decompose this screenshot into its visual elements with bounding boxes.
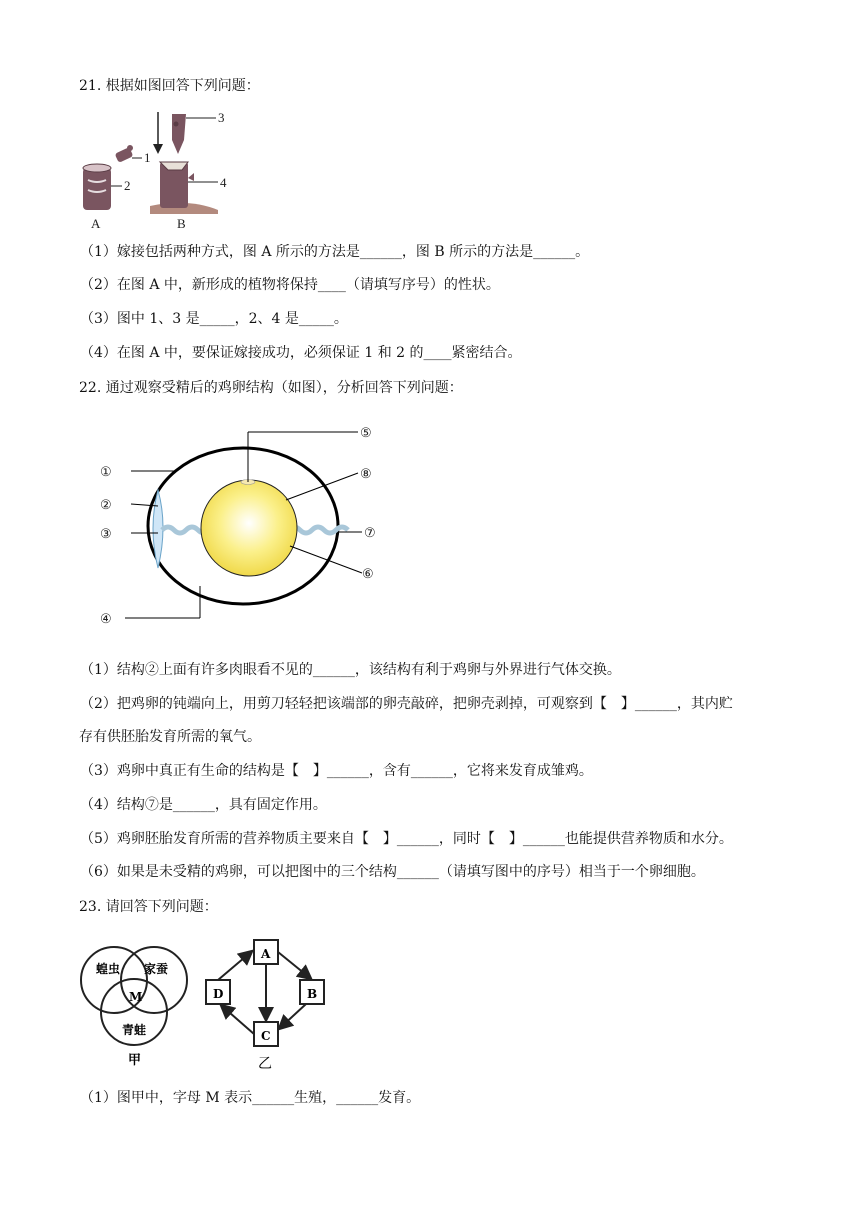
label-circle-1: ① xyxy=(100,464,112,479)
q22-item-2: （2）把鸡卵的钝端向上，用剪刀轻轻把该端部的卵壳敲碎，把卵壳剥掉，可观察到【 】______，其内贮 xyxy=(80,696,733,712)
q21-heading: 21. 根据如图回答下列问题： xyxy=(79,78,260,94)
graft-b-scion xyxy=(172,114,186,154)
venn-silkworm: 家蚕 xyxy=(144,962,169,976)
q21-item-1: （1）嫁接包括两种方式，图 A 所示的方法是______，图 B 所示的方法是______。 xyxy=(80,244,590,260)
caption-a: A xyxy=(91,216,101,231)
label-circle-5: ⑤ xyxy=(360,425,372,440)
q22-item-5: （5）鸡卵胚胎发育所需的营养物质主要来自【 】______，同时【 】______也能提供营养物质和水分。 xyxy=(80,831,733,847)
venn-frog: 青蛙 xyxy=(122,1023,147,1037)
q21-item-4: （4）在图 A 中，要保证嫁接成功，必须保证 1 和 2 的____紧密结合。 xyxy=(80,345,522,361)
graft-b-stock xyxy=(150,162,218,214)
venn-locust: 蝗虫 xyxy=(96,962,121,976)
venn-center-m: M xyxy=(129,990,143,1004)
yolk xyxy=(201,480,297,576)
q22-item-1: （1）结构②上面有许多肉眼看不见的______，该结构有利于鸡卵与外界进行气体交换。 xyxy=(80,662,621,678)
label-circle-6: ⑥ xyxy=(362,566,374,581)
venn-caption: 甲 xyxy=(128,1053,142,1068)
q21-item-2: （2）在图 A 中，新形成的植物将保持____（请填写序号）的性状。 xyxy=(80,277,500,293)
node-c: C xyxy=(261,1029,271,1043)
label-circle-3: ③ xyxy=(100,526,112,541)
q21-item-3: （3）图中 1、3 是_____，2、4 是_____。 xyxy=(80,311,348,327)
venn-diagram xyxy=(78,938,190,1070)
label-circle-7: ⑦ xyxy=(364,525,376,540)
node-b: B xyxy=(307,987,318,1001)
label-3: 3 xyxy=(218,110,225,125)
label-circle-2: ② xyxy=(100,497,112,512)
q23-item-1: （1）图甲中，字母 M 表示______生殖，______发育。 xyxy=(80,1090,421,1106)
cycle-caption: 乙 xyxy=(258,1056,272,1072)
grafting-figure xyxy=(78,110,248,232)
q22-item-2-cont: 存有供胚胎发育所需的氧气。 xyxy=(79,729,261,745)
q22-item-6: （6）如果是未受精的鸡卵，可以把图中的三个结构______（请填写图中的序号）相当于一个卵细胞。 xyxy=(80,864,705,880)
label-1: 1 xyxy=(144,150,151,165)
node-d: D xyxy=(213,987,224,1001)
node-a: A xyxy=(261,947,271,961)
label-4: 4 xyxy=(220,175,227,190)
down-arrow xyxy=(153,112,163,154)
caption-b: B xyxy=(177,216,186,231)
label-2: 2 xyxy=(124,178,131,193)
q22-item-4: （4）结构⑦是______，具有固定作用。 xyxy=(80,797,327,813)
graft-a-stock xyxy=(83,164,111,210)
q22-heading: 22. 通过观察受精后的鸡卵结构（如图），分析回答下列问题： xyxy=(79,380,463,396)
label-circle-8: ⑧ xyxy=(360,466,372,481)
cycle-diagram xyxy=(196,934,336,1074)
q23-heading: 23. 请回答下列问题： xyxy=(79,899,218,915)
q22-item-3: （3）鸡卵中真正有生命的结构是【 】______，含有______，它将来发育成雏鸡。 xyxy=(80,763,593,779)
egg-structure-figure xyxy=(90,418,420,633)
label-circle-4: ④ xyxy=(100,611,112,626)
graft-a-scion xyxy=(115,145,134,163)
